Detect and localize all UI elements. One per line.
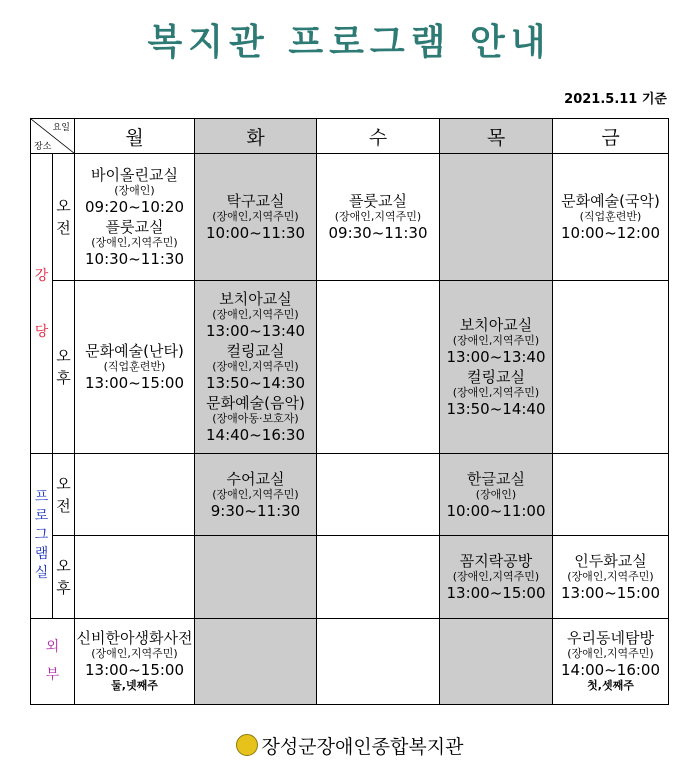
- program-pyrography: 인두화교실 (장애인,지역주민) 13:00~15:00: [560, 552, 661, 602]
- cell-outside-tue: [195, 618, 317, 704]
- program-table-tennis: 탁구교실 (장애인,지역주민) 10:00~11:30: [205, 191, 306, 242]
- cell-outside-thu: [440, 618, 553, 704]
- cell-hall-pm-mon: [75, 280, 195, 454]
- cell-room-pm-wed: [317, 536, 440, 618]
- program-boccia-thu: 보치아교실 (장애인,지역주민) 13:00~13:40: [446, 315, 546, 366]
- cell-hall-am-mon: [75, 154, 195, 280]
- cell-hall-pm-wed: [317, 280, 440, 454]
- org-logo-icon: [236, 734, 258, 756]
- program-hangul: 한글교실 (장애인) 10:00~11:00: [446, 469, 546, 520]
- cell-outside-wed: [317, 618, 440, 704]
- program-music: 문화예술(음악) (장애아동·보호자) 14:40~16:30: [205, 393, 306, 444]
- program-violin: 바이올린교실 (장애인) 09:20~10:20: [84, 165, 185, 216]
- program-craft: 꼼지락공방 (장애인,지역주민) 13:00~15:00: [446, 552, 546, 602]
- cell-room-am-wed: [317, 454, 440, 536]
- program-wildflower: 신비한아생화사전 (장애인,지역주민) 13:00~15:00 둘,넷째주: [76, 629, 193, 693]
- time-am: 오 전: [53, 154, 75, 280]
- time-am-room: 오 전: [53, 454, 75, 536]
- corner-day-label: 요일: [52, 123, 70, 133]
- program-neighborhood-tour: 우리동네탐방 (장애인,지역주민) 14:00~16:00 첫,셋째주: [560, 629, 661, 693]
- cell-hall-am-tue: [195, 154, 317, 280]
- time-pm: 오 후: [53, 280, 75, 454]
- cell-room-pm-tue: [195, 536, 317, 618]
- cell-hall-am-fri: [553, 154, 669, 280]
- footer-org: [0, 732, 699, 759]
- day-header-thu: 목: [440, 119, 553, 154]
- corner-place-label: 장소: [34, 142, 52, 153]
- cell-hall-am-wed: [317, 154, 440, 280]
- time-pm-room: 오 후: [53, 536, 75, 618]
- cell-outside-fri: [553, 618, 669, 704]
- program-korean-music: 문화예술(국악) (직업훈련반) 10:00~12:00: [560, 191, 661, 242]
- day-header-tue: 화: [195, 119, 317, 154]
- schedule-table: [30, 118, 669, 705]
- cell-hall-pm-thu: [440, 280, 553, 454]
- place-hall: 강 당: [31, 154, 53, 454]
- footer-org-name: 장성군장애인종합복지관: [261, 736, 464, 758]
- place-outside: 외 부: [31, 618, 75, 704]
- program-flute: 플룻교실 (장애인,지역주민) 10:30~11:30: [84, 217, 185, 268]
- cell-room-pm-mon: [75, 536, 195, 618]
- cell-room-am-thu: [440, 454, 553, 536]
- day-header-mon: 월: [75, 119, 195, 154]
- corner-cell: [31, 119, 75, 154]
- day-header-fri: 금: [553, 119, 669, 154]
- cell-hall-pm-fri: [553, 280, 669, 454]
- day-header-wed: 수: [317, 119, 440, 154]
- program-curling: 컬링교실 (장애인,지역주민) 13:50~14:30: [205, 341, 306, 392]
- place-program-room: 프 로 그 램 실: [31, 454, 53, 619]
- basis-date: 2021.5.11 기준: [564, 92, 667, 107]
- cell-room-am-mon: [75, 454, 195, 536]
- program-flute-wed: 플룻교실 (장애인,지역주민) 09:30~11:30: [328, 191, 428, 242]
- program-sign-language: 수어교실 (장애인,지역주민) 9:30~11:30: [210, 469, 301, 520]
- cell-outside-mon: [75, 618, 195, 704]
- program-nanta: 문화예술(난타) (직업훈련반) 13:00~15:00: [84, 341, 185, 392]
- cell-room-am-tue: [195, 454, 317, 536]
- cell-hall-pm-tue: [195, 280, 317, 454]
- program-curling-thu: 컬링교실 (장애인,지역주민) 13:50~14:40: [446, 367, 546, 418]
- cell-hall-am-thu: [440, 154, 553, 280]
- page-title: 복지관 프로그램 안내: [147, 22, 552, 63]
- cell-room-pm-thu: [440, 536, 553, 618]
- program-boccia: 보치아교실 (장애인,지역주민) 13:00~13:40: [205, 289, 306, 340]
- cell-room-am-fri: [553, 454, 669, 536]
- cell-room-pm-fri: [553, 536, 669, 618]
